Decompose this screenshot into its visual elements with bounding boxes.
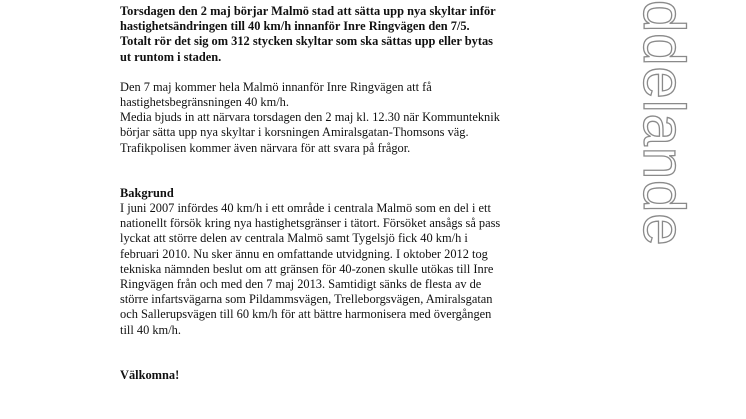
intro-paragraph [120, 80, 610, 156]
lead-line: Torsdagen den 2 maj börjar Malmö stad att sätta upp nya skyltar inför [120, 4, 496, 18]
welcome-heading: Välkomna! [120, 367, 180, 382]
welcome-section [120, 368, 610, 383]
background-line: februari 2010. Nu sker ännu en omfattande utvidgning. I oktober 2012 tog [120, 246, 488, 261]
background-line: större infartsvägarna som Pildammsvägen, Trelleborgsvägen, Amiralsgatan [120, 292, 493, 307]
lead-paragraph [120, 4, 610, 65]
background-paragraph [120, 201, 610, 338]
background-heading: Bakgrund [120, 185, 174, 200]
intro-line: Media bjuds in att närvara torsdagen den 2 maj kl. 12.30 när Kommunteknik [120, 110, 500, 125]
document-body [120, 4, 610, 383]
background-line: till 40 km/h. [120, 322, 181, 337]
vertical-label-text: ddelande [631, 0, 696, 247]
intro-line: börjar sätta upp nya skyltar i korsningen Amiralsgatan-Thomsons väg. [120, 125, 469, 140]
lead-line: Totalt rör det sig om 312 stycken skyltar som ska sättas upp eller bytas [120, 34, 494, 49]
background-line: nationellt försök kring nya hastighetsgränser i tätort. Försöket ansågs så pass [120, 216, 501, 231]
intro-line: Den 7 maj kommer hela Malmö innanför Inre Ringvägen att få [120, 79, 432, 94]
intro-line: hastighetsbegränsningen 40 km/h. [120, 95, 289, 110]
vertical-label [631, 0, 700, 247]
lead-line: hastighetsändringen till 40 km/h innanför Inre Ringvägen den 7/5. [120, 19, 470, 34]
background-line: I juni 2007 infördes 40 km/h i ett område i centrala Malmö som en del i ett [120, 201, 491, 216]
background-line: lyckat att större delen av centrala Malmö samt Tygelsjö fick 40 km/h i [120, 231, 468, 246]
background-section [120, 186, 610, 338]
background-line: tekniska nämnden beslut om att gränsen för 40-zonen skulle utökas till Inre [120, 261, 494, 276]
lead-line: ut runtom i staden. [120, 49, 222, 64]
intro-line: Trafikpolisen kommer även närvara för att svara på frågor. [120, 140, 411, 155]
background-line: och Sallerupsvägen till 60 km/h för att bättre harmonisera med övergången [120, 307, 492, 322]
background-line: Ringvägen från och med den 7 maj 2013. Samtidigt sänks de flesta av de [120, 277, 482, 292]
